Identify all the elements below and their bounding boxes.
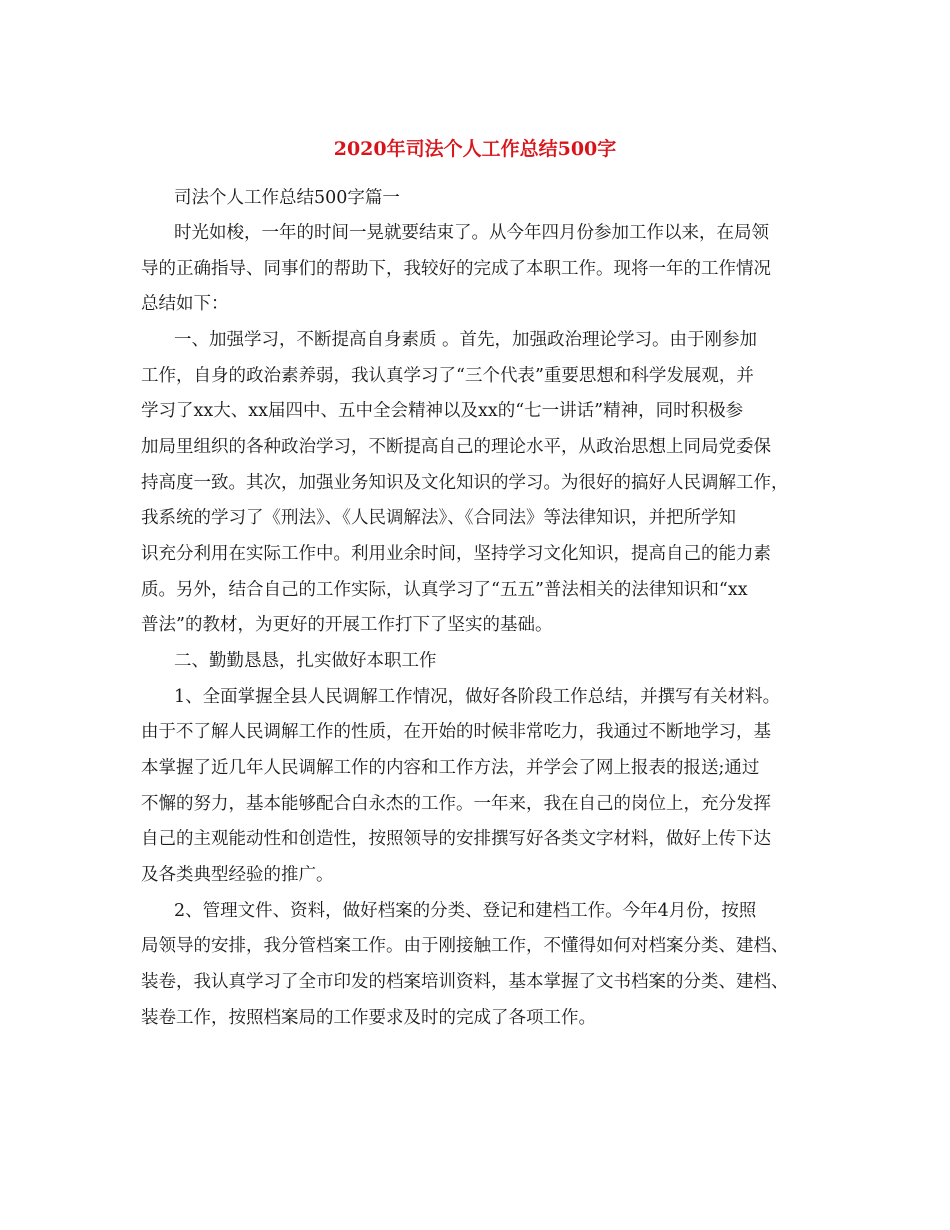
paragraph-line: 装卷，我认真学习了全市印发的档案培训资料，基本掌握了文书档案的分类、建档、 [141, 972, 789, 992]
paragraph-line: 加局里组织的各种政治学习，不断提高自己的理论水平，从政治思想上同局党委保 [141, 437, 771, 457]
paragraph-line: 不懈的努力，基本能够配合白永杰的工作。一年来，我在自己的岗位上，充分发挥 [141, 794, 771, 814]
paragraph-line: 普法”的教材，为更好的开展工作打下了坚实的基础。 [141, 615, 553, 635]
paragraph-line: 识充分利用在实际工作中。利用业余时间，坚持学习文化知识，提高自己的能力素 [141, 544, 771, 564]
section-heading: 司法个人工作总结500字篇一 [174, 188, 400, 208]
paragraph-line: 局领导的安排，我分管档案工作。由于刚接触工作，不懂得如何对档案分类、建档、 [141, 936, 789, 956]
section-heading: 二、勤勤恳恳，扎实做好本职工作 [174, 651, 437, 671]
paragraph-line: 工作，自身的政治素养弱，我认真学习了“三个代表”重要思想和科学发展观，并 [141, 366, 754, 386]
paragraph-line: 自己的主观能动性和创造性，按照领导的安排撰写好各类文字材料，做好上传下达 [141, 829, 771, 849]
paragraph-line: 由于不了解人民调解工作的性质，在开始的时候非常吃力，我通过不断地学习，基 [141, 722, 771, 742]
paragraph-line: 质。另外，结合自己的工作实际，认真学习了“五五”普法相关的法律知识和“xx [141, 580, 748, 600]
paragraph-line: 时光如梭，一年的时间一晃就要结束了。从今年四月份参加工作以来，在局领 [174, 223, 769, 243]
paragraph-line: 装卷工作，按照档案局的工作要求及时的完成了各项工作。 [141, 1008, 596, 1028]
paragraph-line: 我系统的学习了《刑法》、《人民调解法》、《合同法》等法律知识，并把所学知 [141, 508, 736, 528]
paragraph-line: 导的正确指导、同事们的帮助下，我较好的完成了本职工作。现将一年的工作情况 [141, 259, 771, 279]
paragraph-line: 2、管理文件、资料，做好档案的分类、登记和建档工作。今年4月份，按照 [174, 901, 757, 921]
paragraph-line: 及各类典型经验的推广。 [141, 865, 334, 885]
paragraph-line: 总结如下： [141, 294, 229, 314]
paragraph-line: 持高度一致。其次，加强业务知识及文化知识的学习。为很好的搞好人民调解工作， [141, 473, 789, 493]
paragraph-line: 1、全面掌握全县人民调解工作情况，做好各阶段工作总结，并撰写有关材料。 [174, 687, 781, 707]
paragraph-line: 一、加强学习，不断提高自身素质 。首先，加强政治理论学习。由于刚参加 [174, 330, 758, 350]
paragraph-line: 学习了xx大、xx届四中、五中全会精神以及xx的“七一讲话”精神，同时积极参 [141, 401, 744, 421]
paragraph-line: 本掌握了近几年人民调解工作的内容和工作方法，并学会了网上报表的报送;通过 [141, 758, 760, 778]
document-title: 2020年司法个人工作总结500字 [333, 138, 617, 160]
